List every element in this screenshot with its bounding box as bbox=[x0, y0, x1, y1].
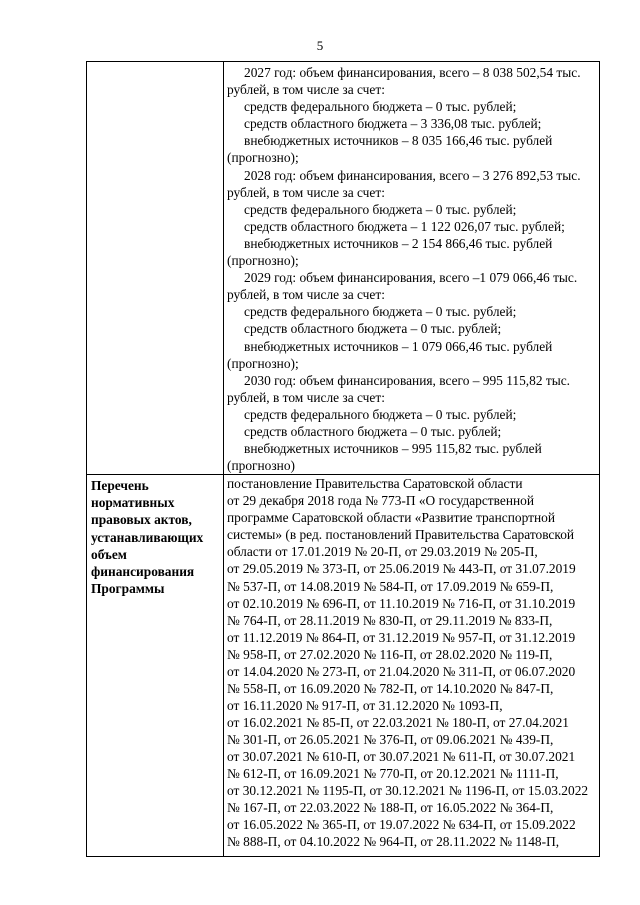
act-text-line: № 958-П, от 27.02.2020 № 116-П, от 28.02.2020 № 119-П, bbox=[227, 646, 553, 662]
forecast-note: (прогнозно); bbox=[227, 150, 299, 166]
financing-row bbox=[87, 62, 600, 475]
act-text-line: программе Саратовской области «Развитие транспортной bbox=[227, 510, 555, 526]
federal-budget-line: средств федерального бюджета – 0 тыс. рублей; bbox=[244, 304, 517, 320]
act-text-line: постановление Правительства Саратовской области bbox=[227, 476, 523, 492]
extrabudgetary-line: внебюджетных источников – 1 079 066,46 тыс. рублей bbox=[244, 338, 553, 354]
forecast-note: (прогнозно) bbox=[227, 458, 295, 474]
legal-acts-value-cell bbox=[224, 475, 600, 857]
program-passport-table bbox=[86, 61, 600, 857]
federal-budget-line: средств федерального бюджета – 0 тыс. рублей; bbox=[244, 201, 517, 217]
act-text-line: от 29.05.2019 № 373-П, от 25.06.2019 № 443-П, от 31.07.2019 bbox=[227, 561, 576, 577]
year-financing-tail: рублей, в том числе за счет: bbox=[227, 287, 385, 303]
label-line: устанавливающих bbox=[91, 529, 204, 545]
legal-acts-label-cell bbox=[87, 475, 224, 857]
label-line: объем bbox=[91, 546, 127, 562]
act-text-line: от 02.10.2019 № 696-П, от 11.10.2019 № 716-П, от 31.10.2019 bbox=[227, 595, 576, 611]
page-number: 5 bbox=[316, 38, 324, 53]
act-text-line: № 537-П, от 14.08.2019 № 584-П, от 17.09.2019 № 659-П, bbox=[227, 578, 554, 594]
act-text-line: от 16.11.2020 № 917-П, от 31.12.2020 № 1093-П, bbox=[227, 697, 503, 713]
financing-value-cell bbox=[224, 62, 600, 475]
label-line: правовых актов, bbox=[91, 512, 192, 528]
label-line: финансирования bbox=[91, 563, 195, 579]
year-financing-total: 2029 год: объем финансирования, всего –1 079 066,46 тыс. bbox=[244, 270, 578, 286]
year-financing-total: 2030 год: объем финансирования, всего – 995 115,82 тыс. bbox=[244, 372, 571, 388]
act-text-line: от 11.12.2019 № 864-П, от 31.12.2019 № 957-П, от 31.12.2019 bbox=[227, 629, 576, 645]
regional-budget-line: средств областного бюджета – 0 тыс. рублей; bbox=[244, 321, 502, 337]
act-text-line: от 16.05.2022 № 365-П, от 19.07.2022 № 634-П, от 15.09.2022 bbox=[227, 817, 576, 833]
federal-budget-line: средств федерального бюджета – 0 тыс. рублей; bbox=[244, 99, 517, 115]
regional-budget-line: средств областного бюджета – 0 тыс. рублей; bbox=[244, 423, 502, 439]
regional-budget-line: средств областного бюджета – 1 122 026,07 тыс. рублей; bbox=[244, 218, 565, 234]
legal-acts-text bbox=[224, 475, 599, 850]
financing-label-cell bbox=[87, 62, 224, 475]
extrabudgetary-line: внебюджетных источников – 2 154 866,46 тыс. рублей bbox=[244, 235, 553, 251]
act-text-line: от 29 декабря 2018 года № 773-П «О государственной bbox=[227, 493, 535, 509]
forecast-note: (прогнозно); bbox=[227, 355, 299, 371]
legal-acts-label bbox=[87, 475, 223, 599]
forecast-note: (прогнозно); bbox=[227, 253, 299, 269]
regional-budget-line: средств областного бюджета – 3 336,08 тыс. рублей; bbox=[244, 116, 542, 132]
act-text-line: № 301-П, от 26.05.2021 № 376-П, от 09.06.2021 № 439-П, bbox=[227, 731, 554, 747]
label-line: нормативных bbox=[91, 495, 175, 511]
act-text-line: системы» (в ред. постановлений Правительства Саратовской bbox=[227, 527, 575, 543]
label-line: Перечень bbox=[91, 478, 149, 494]
act-text-line: № 764-П, от 28.11.2019 № 830-П, от 29.11.2019 № 833-П, bbox=[227, 612, 553, 628]
federal-budget-line: средств федерального бюджета – 0 тыс. рублей; bbox=[244, 406, 517, 422]
label-line: Программы bbox=[91, 580, 165, 596]
year-financing-tail: рублей, в том числе за счет: bbox=[227, 184, 385, 200]
year-financing-tail: рублей, в том числе за счет: bbox=[227, 389, 385, 405]
year-financing-tail: рублей, в том числе за счет: bbox=[227, 82, 385, 98]
legal-acts-row bbox=[87, 475, 600, 857]
year-financing-total: 2027 год: объем финансирования, всего – 8 038 502,54 тыс. bbox=[244, 65, 581, 80]
act-text-line: № 167-П, от 22.03.2022 № 188-П, от 16.05.2022 № 364-П, bbox=[227, 800, 554, 816]
act-text-line: области от 17.01.2019 № 20-П, от 29.03.2019 № 205-П, bbox=[227, 544, 538, 560]
extrabudgetary-line: внебюджетных источников – 995 115,82 тыс. рублей bbox=[244, 441, 542, 457]
extrabudgetary-line: внебюджетных источников – 8 035 166,46 тыс. рублей bbox=[244, 133, 553, 149]
act-text-line: от 30.07.2021 № 610-П, от 30.07.2021 № 611-П, от 30.07.2021 bbox=[227, 749, 576, 764]
act-text-line: от 30.12.2021 № 1195-П, от 30.12.2021 № 1196-П, от 15.03.2022 bbox=[227, 783, 589, 799]
act-text-line: № 888-П, от 04.10.2022 № 964-П, от 28.11.2022 № 1148-П, bbox=[227, 834, 560, 850]
financing-text bbox=[224, 62, 599, 474]
act-text-line: от 14.04.2020 № 273-П, от 21.04.2020 № 311-П, от 06.07.2020 bbox=[227, 663, 576, 679]
act-text-line: № 558-П, от 16.09.2020 № 782-П, от 14.10.2020 № 847-П, bbox=[227, 680, 554, 696]
year-financing-total: 2028 год: объем финансирования, всего – 3 276 892,53 тыс. bbox=[244, 167, 581, 183]
act-text-line: от 16.02.2021 № 85-П, от 22.03.2021 № 180-П, от 27.04.2021 bbox=[227, 714, 569, 730]
act-text-line: № 612-П, от 16.09.2021 № 770-П, от 20.12.2021 № 1111-П, bbox=[227, 766, 559, 782]
